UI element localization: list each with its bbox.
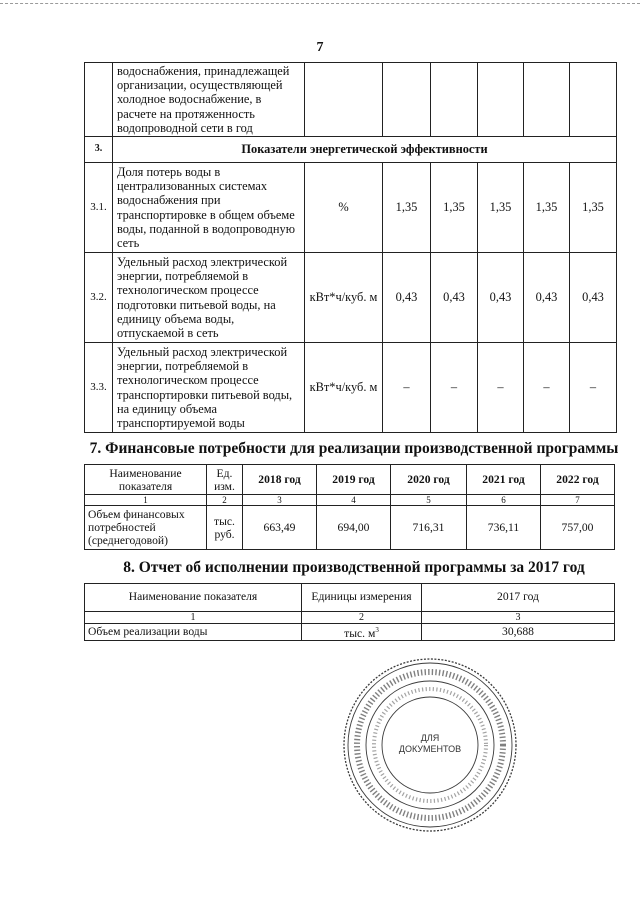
- value-cell: 1,35: [570, 163, 617, 253]
- column-header-year: 2020 год: [391, 465, 467, 495]
- index-row: [85, 612, 615, 624]
- official-seal: [340, 655, 520, 835]
- value-cell: [383, 63, 431, 137]
- column-header-year: 2017 год: [422, 584, 615, 612]
- index-row: [85, 495, 615, 506]
- column-header-name: Наименование показателя: [85, 465, 207, 495]
- value-cell: [431, 63, 478, 137]
- index-cell: 2: [207, 495, 243, 506]
- indicator-unit: кВт*ч/куб. м: [305, 343, 383, 433]
- row-number: 3.3.: [85, 343, 113, 433]
- section-title: Показатели энергетической эффективности: [113, 137, 617, 163]
- value-cell: 663,49: [243, 506, 317, 550]
- seal-text-line2: ДОКУМЕНТОВ: [398, 744, 462, 754]
- indicator-unit: тыс. руб.: [207, 506, 243, 550]
- section-7-heading: 7. Финансовые потребности для реализации производственной программы: [89, 440, 619, 457]
- indicator-name: Объем финансовых потребностей (среднегодовой): [85, 506, 207, 550]
- column-header-unit: Ед. изм.: [207, 465, 243, 495]
- unit-superscript: 3: [375, 626, 379, 634]
- section-8-heading: 8. Отчет об исполнении производственной программы за 2017 год: [123, 559, 585, 576]
- value-cell: 30,688: [422, 624, 615, 641]
- value-cell: 0,43: [524, 253, 570, 343]
- index-cell: 1: [85, 495, 207, 506]
- table-row: [85, 163, 617, 253]
- value-cell: 0,43: [383, 253, 431, 343]
- value-cell: –: [478, 343, 524, 433]
- column-header-year: 2018 год: [243, 465, 317, 495]
- column-header-year: 2022 год: [541, 465, 615, 495]
- value-cell: 694,00: [317, 506, 391, 550]
- value-cell: 757,00: [541, 506, 615, 550]
- row-number: 3.2.: [85, 253, 113, 343]
- indicator-unit: [302, 624, 422, 641]
- indicator-name: Объем реализации воды: [85, 624, 302, 641]
- value-cell: 1,35: [524, 163, 570, 253]
- table-header-row: [85, 465, 615, 495]
- index-cell: 5: [391, 495, 467, 506]
- value-cell: –: [524, 343, 570, 433]
- value-cell: 0,43: [431, 253, 478, 343]
- index-cell: 6: [467, 495, 541, 506]
- value-cell: 1,35: [431, 163, 478, 253]
- value-cell: 736,11: [467, 506, 541, 550]
- column-header-unit: Единицы измерения: [302, 584, 422, 612]
- table-row: [85, 253, 617, 343]
- value-cell: 1,35: [383, 163, 431, 253]
- page-number: 7: [316, 40, 324, 55]
- row-number: 3.1.: [85, 163, 113, 253]
- seal-text-line1: ДЛЯ: [420, 733, 440, 743]
- table-row: [85, 506, 615, 550]
- index-cell: 2: [302, 612, 422, 624]
- indicator-name: водоснабжения, принадлежащей организации, осуществляющей холодное водоснабжение, в расчете на протяженность водопроводной сети в год: [113, 63, 305, 137]
- index-cell: 3: [243, 495, 317, 506]
- value-cell: 716,31: [391, 506, 467, 550]
- index-cell: 3: [422, 612, 615, 624]
- value-cell: –: [570, 343, 617, 433]
- value-cell: [478, 63, 524, 137]
- table-row: [85, 624, 615, 641]
- value-cell: 0,43: [570, 253, 617, 343]
- financial-needs-table: [84, 464, 615, 550]
- section-row: [85, 137, 617, 163]
- value-cell: [570, 63, 617, 137]
- indicator-name: Доля потерь воды в централизованных системах водоснабжения при транспортировке в общем объеме воды, поданной в водопроводную сеть: [113, 163, 305, 253]
- indicator-name: Удельный расход электрической энергии, потребляемой в технологическом процессе транспортировки питьевой воды, на единицу объема транспортируемой воды: [113, 343, 305, 433]
- indicators-table: [84, 62, 617, 433]
- row-number: [85, 63, 113, 137]
- section-number: 3.: [85, 137, 113, 163]
- value-cell: 1,35: [478, 163, 524, 253]
- value-cell: [524, 63, 570, 137]
- indicator-name: Удельный расход электрической энергии, потребляемой в технологическом процессе подготовки питьевой воды, на единицу объема воды, отпускаемой в сеть: [113, 253, 305, 343]
- column-header-name: Наименование показателя: [85, 584, 302, 612]
- table-row: [85, 343, 617, 433]
- index-cell: 4: [317, 495, 391, 506]
- column-header-year: 2021 год: [467, 465, 541, 495]
- table-header-row: [85, 584, 615, 612]
- indicator-unit: [305, 63, 383, 137]
- index-cell: 7: [541, 495, 615, 506]
- index-cell: 1: [85, 612, 302, 624]
- program-report-table: [84, 583, 615, 641]
- indicator-unit: кВт*ч/куб. м: [305, 253, 383, 343]
- value-cell: 0,43: [478, 253, 524, 343]
- column-header-year: 2019 год: [317, 465, 391, 495]
- value-cell: –: [431, 343, 478, 433]
- value-cell: –: [383, 343, 431, 433]
- scan-edge-line: [0, 3, 640, 4]
- unit-prefix: тыс. м: [344, 626, 376, 640]
- table-row: [85, 63, 617, 137]
- indicator-unit: %: [305, 163, 383, 253]
